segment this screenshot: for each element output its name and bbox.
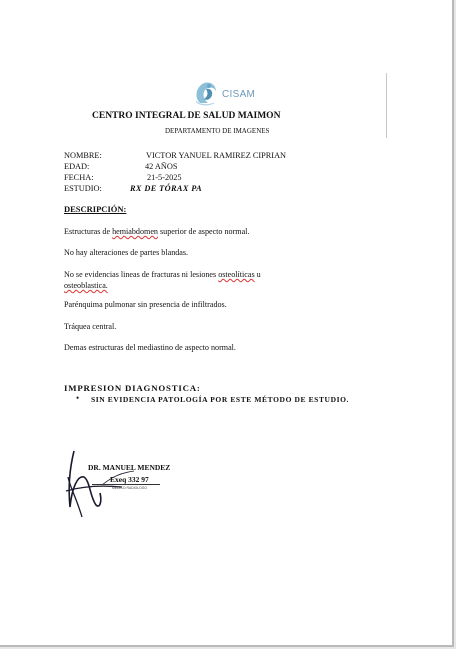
description-line-5: Tráquea central. — [64, 322, 117, 331]
logo-text: CISAM — [222, 89, 256, 100]
impression-item: SIN EVIDENCIA PATOLOGÍA POR ESTE MÉTODO DE ESTUDIO. — [91, 395, 350, 404]
bullet-icon: • — [76, 393, 80, 403]
age-value: 42 AÑOS — [145, 162, 178, 171]
age-label: EDAD: — [64, 162, 90, 171]
department-title: DEPARTAMENTO DE IMAGENES — [165, 127, 270, 135]
description-heading: DESCRIPCIÓN: — [64, 204, 127, 214]
doctor-title: MEDICO RADIOLOGO — [112, 486, 148, 490]
doctor-registry: Exeq 332 97 — [110, 475, 149, 484]
description-line-4: Parénquima pulmonar sin presencia de infiltrados. — [64, 300, 227, 309]
spell-flag: hemiabdomen — [112, 227, 158, 236]
margin-rule — [386, 73, 387, 138]
name-value: VICTOR YANUEL RAMIREZ CIPRIAN — [146, 151, 287, 160]
description-line-3-cont — [64, 281, 108, 290]
date-label: FECHA: — [64, 173, 94, 182]
institution-title: CENTRO INTEGRAL DE SALUD MAIMON — [92, 111, 281, 121]
name-label: NOMBRE: — [64, 151, 102, 160]
date-value: 21-5-2025 — [147, 173, 182, 182]
study-value: RX DE TÓRAX PA — [130, 184, 203, 193]
description-line-6: Demas estructuras del mediastino de aspecto normal. — [64, 343, 236, 352]
spell-flag: osteolíticas — [218, 270, 255, 279]
study-label: ESTUDIO: — [64, 184, 102, 193]
doctor-name: DR. MANUEL MENDEZ — [88, 463, 171, 472]
description-line-2: No hay alteraciones de partes blandas. — [64, 248, 189, 257]
description-line-1: Estructuras de hemiabdomen superior de aspecto normal. — [64, 227, 250, 236]
impression-heading: IMPRESION DIAGNOSTICA: — [64, 383, 201, 393]
spell-flag: osteoblastica. — [64, 281, 108, 290]
signature-line — [92, 484, 160, 485]
description-line-3: No se evidencias lineas de fracturas ni lesiones osteolíticas u — [64, 270, 261, 279]
